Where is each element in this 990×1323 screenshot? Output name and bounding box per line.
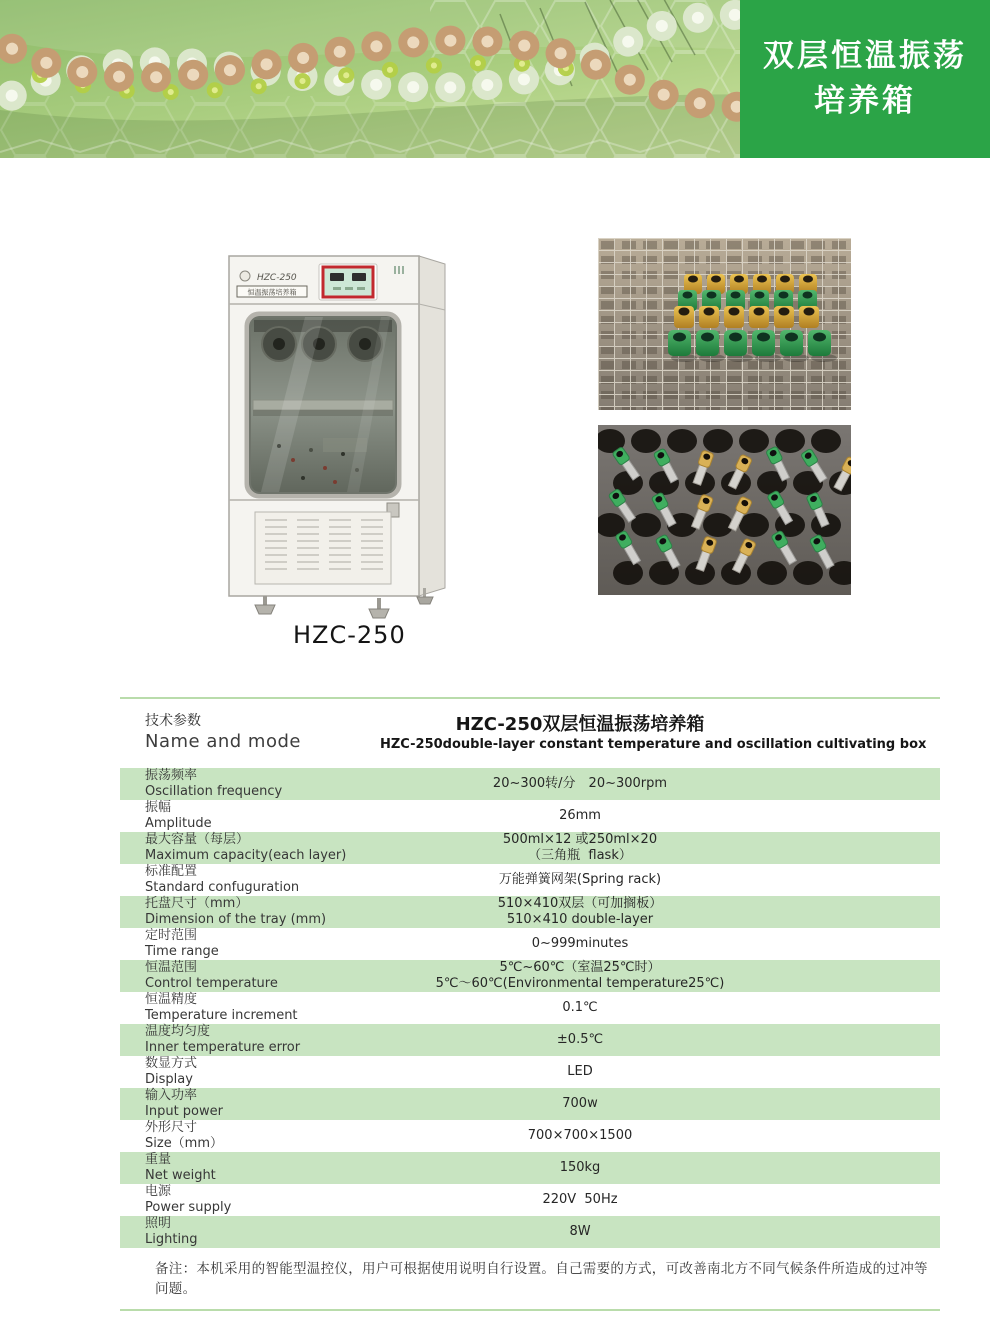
row-value-line1: 500ml×12 或250ml×20 bbox=[502, 832, 658, 848]
table-row bbox=[120, 1216, 940, 1248]
row-value-line1: 20~300转/分 20~300rpm bbox=[492, 776, 668, 792]
table-row bbox=[120, 800, 940, 832]
machine-caption: HZC-250 bbox=[293, 621, 406, 649]
row-label-zh: 照明 bbox=[145, 1216, 172, 1232]
display-window-icon bbox=[352, 273, 366, 281]
glass-door bbox=[247, 314, 399, 496]
row-value bbox=[380, 832, 780, 863]
row-label-zh: 最大容量（每层） bbox=[145, 832, 250, 848]
row-label-en: Display bbox=[145, 1072, 193, 1087]
row-label bbox=[120, 1056, 380, 1087]
row-value bbox=[380, 1192, 780, 1208]
row-label-zh: 定时范围 bbox=[145, 928, 198, 944]
row-label bbox=[120, 1184, 380, 1215]
row-label bbox=[120, 1120, 380, 1151]
row-label-en: Control temperature bbox=[145, 976, 278, 991]
banner-title-line2: 培养箱 bbox=[814, 83, 916, 119]
row-label-zh: 数显方式 bbox=[145, 1056, 198, 1072]
row-value-line1: LED bbox=[567, 1064, 593, 1080]
row-label-en: Input power bbox=[145, 1104, 223, 1119]
row-label-zh: 振幅 bbox=[145, 800, 172, 816]
row-value bbox=[380, 1000, 780, 1016]
row-label-zh: 温度均匀度 bbox=[145, 1024, 211, 1040]
row-label-zh: 电源 bbox=[145, 1184, 172, 1200]
bottom-divider bbox=[120, 1309, 940, 1311]
header-product-title-en: HZC-250double-layer constant temperature and oscillation cultivating box bbox=[380, 737, 927, 753]
row-value bbox=[380, 1096, 780, 1112]
incubator-product-image bbox=[227, 250, 452, 620]
row-label-en: Lighting bbox=[145, 1232, 198, 1247]
fan-icon bbox=[262, 327, 382, 361]
table-row bbox=[120, 1152, 940, 1184]
row-value bbox=[380, 872, 780, 888]
row-value bbox=[380, 936, 780, 952]
row-label-en: Oscillation frequency bbox=[145, 784, 283, 799]
banner-title-box bbox=[740, 0, 990, 158]
row-value bbox=[380, 1160, 780, 1176]
row-label-en: Size（mm） bbox=[145, 1136, 224, 1151]
row-label bbox=[120, 1216, 380, 1247]
row-label-en: Amplitude bbox=[145, 816, 212, 831]
row-value bbox=[380, 1224, 780, 1240]
row-label-zh: 振荡频率 bbox=[145, 768, 198, 784]
table-row bbox=[120, 1056, 940, 1088]
table-row bbox=[120, 896, 940, 928]
row-label-en: Power supply bbox=[145, 1200, 232, 1215]
row-value-line1: 220V 50Hz bbox=[542, 1192, 618, 1208]
table-row bbox=[120, 768, 940, 800]
footnote: 备注：本机采用的智能型温控仪，用户可根据使用说明自行设置。自己需要的方式，可改善南北方不同气候条件所造成的过冲等问题。 bbox=[155, 1261, 928, 1297]
row-label-zh: 外形尺寸 bbox=[145, 1120, 198, 1136]
row-value bbox=[380, 1032, 780, 1048]
table-row bbox=[120, 832, 940, 864]
spec-table-rows bbox=[120, 768, 940, 1248]
row-label-en: Standard confuguration bbox=[145, 880, 300, 895]
row-value bbox=[380, 960, 780, 991]
row-label-en: Inner temperature error bbox=[145, 1040, 301, 1055]
photo-tubes-in-perforated-plate bbox=[598, 425, 851, 595]
row-value-line1: 0.1℃ bbox=[562, 1000, 598, 1016]
row-label-zh: 托盘尺寸（mm） bbox=[145, 896, 249, 912]
table-row bbox=[120, 1120, 940, 1152]
row-label-en: Time range bbox=[145, 944, 219, 959]
banner-title-line1: 双层恒温振荡 bbox=[763, 38, 967, 75]
row-label-en: Net weight bbox=[145, 1168, 216, 1183]
row-label-zh: 恒温范围 bbox=[145, 960, 198, 976]
row-value bbox=[380, 776, 780, 792]
table-row bbox=[120, 1184, 940, 1216]
row-label-zh: 输入功率 bbox=[145, 1088, 198, 1104]
row-value-line1: 26mm bbox=[559, 808, 601, 824]
row-label-en: Dimension of the tray (mm) bbox=[145, 912, 327, 927]
row-value-line2: （三角瓶 flask） bbox=[528, 848, 632, 863]
row-label-zh: 重量 bbox=[145, 1152, 172, 1168]
row-label bbox=[120, 768, 380, 799]
table-row bbox=[120, 1024, 940, 1056]
table-row bbox=[120, 1088, 940, 1120]
row-label bbox=[120, 992, 380, 1023]
row-value bbox=[380, 896, 780, 927]
table-row bbox=[120, 960, 940, 992]
brand-logo-icon bbox=[240, 271, 250, 281]
row-label bbox=[120, 960, 380, 991]
row-label bbox=[120, 896, 380, 927]
row-label bbox=[120, 1152, 380, 1183]
row-value-line2: 510×410 double-layer bbox=[506, 912, 654, 927]
table-row bbox=[120, 864, 940, 896]
row-value-line1: ±0.5℃ bbox=[556, 1032, 604, 1048]
header-param-zh: 技术参数 bbox=[145, 713, 201, 729]
display-window-icon bbox=[330, 273, 344, 281]
row-label-en: Temperature increment bbox=[145, 1008, 298, 1023]
row-label-zh: 恒温精度 bbox=[145, 992, 198, 1008]
row-value-line1: 700w bbox=[562, 1096, 598, 1112]
row-value-line1: 0~999minutes bbox=[531, 936, 629, 952]
row-label-en: Maximum capacity(each layer) bbox=[145, 848, 347, 863]
row-value-line1: 万能弹簧网架(Spring rack) bbox=[498, 872, 662, 888]
photo-tubes-on-mesh-rack bbox=[598, 238, 851, 410]
row-label bbox=[120, 800, 380, 831]
machine-badge-text: 恒温振荡培养箱 bbox=[247, 288, 297, 297]
header-product-title-zh: HZC-250双层恒温振荡培养箱 bbox=[455, 714, 705, 735]
header-param-en: Name and mode bbox=[145, 730, 301, 752]
row-label bbox=[120, 864, 380, 895]
row-value-line1: 5℃~60℃（室温25℃时） bbox=[499, 960, 661, 976]
spec-table-header bbox=[120, 699, 940, 768]
row-value-line1: 700×700×1500 bbox=[527, 1128, 633, 1144]
row-label bbox=[120, 1024, 380, 1055]
table-row bbox=[120, 992, 940, 1024]
top-banner bbox=[0, 0, 990, 158]
row-value bbox=[380, 808, 780, 824]
table-row bbox=[120, 928, 940, 960]
row-label bbox=[120, 928, 380, 959]
row-label bbox=[120, 832, 380, 863]
row-value-line1: 150kg bbox=[559, 1160, 601, 1176]
row-value bbox=[380, 1064, 780, 1080]
control-panel bbox=[319, 264, 377, 300]
row-label-zh: 标准配置 bbox=[145, 864, 198, 880]
machine-model-text: HZC-250 bbox=[257, 273, 297, 283]
row-label bbox=[120, 1088, 380, 1119]
row-value-line1: 510×410双层（可加搁板） bbox=[497, 896, 663, 912]
row-value bbox=[380, 1128, 780, 1144]
spec-table bbox=[120, 697, 940, 1311]
row-value-line2: 5℃～60℃(Environmental temperature25℃) bbox=[435, 976, 725, 991]
row-value-line1: 8W bbox=[569, 1224, 591, 1240]
